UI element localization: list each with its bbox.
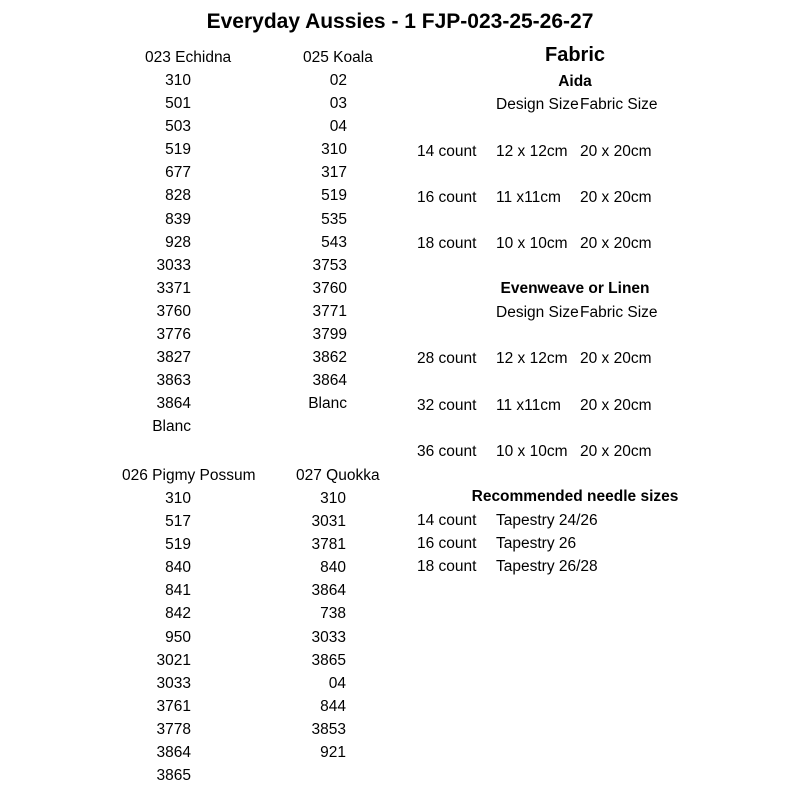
needles-title: Recommended needle sizes xyxy=(471,488,679,505)
evenweave-design-size: 12 x 12cm xyxy=(496,350,568,367)
thread-column-possum xyxy=(122,464,272,787)
thread-code: 3033 xyxy=(156,674,191,692)
thread-code: 03 xyxy=(329,95,347,113)
evenweave-count: 32 count xyxy=(417,397,477,414)
thread-code: 3863 xyxy=(156,372,191,390)
thread-column-quokka xyxy=(296,464,396,764)
thread-code: 3865 xyxy=(156,767,191,785)
evenweave-count: 28 count xyxy=(417,350,477,367)
thread-code: 3771 xyxy=(312,302,347,320)
page-title: Everyday Aussies - 1 FJP-023-25-26-27 xyxy=(206,10,594,33)
aida-design-size: 10 x 10cm xyxy=(496,235,568,252)
aida-count: 14 count xyxy=(417,143,477,160)
thread-code: 3799 xyxy=(312,326,347,344)
thread-code: 3033 xyxy=(156,256,191,274)
thread-code: 3862 xyxy=(312,349,347,367)
evenweave-count: 36 count xyxy=(417,443,477,460)
evenweave-title: Evenweave or Linen xyxy=(500,280,650,297)
thread-code: 3864 xyxy=(156,744,191,762)
thread-list-koala xyxy=(303,69,347,415)
thread-code: 842 xyxy=(165,605,191,623)
thread-code: 950 xyxy=(165,628,191,646)
thread-code: 310 xyxy=(165,72,191,89)
thread-code: 921 xyxy=(320,744,346,762)
thread-code: 517 xyxy=(165,513,191,531)
thread-code: 3760 xyxy=(156,302,191,320)
thread-code: 3760 xyxy=(312,279,347,297)
aida-fabric-size: 20 x 20cm xyxy=(580,143,652,160)
thread-code: 828 xyxy=(165,187,191,205)
column-header-koala: 025 Koala xyxy=(303,49,373,66)
evenweave-fabric-size: 20 x 20cm xyxy=(580,350,652,367)
thread-code: 738 xyxy=(320,605,346,623)
thread-code: Blanc xyxy=(152,418,191,436)
thread-code: 519 xyxy=(165,141,191,159)
thread-code: 840 xyxy=(165,559,191,577)
thread-code: 503 xyxy=(165,118,191,136)
thread-code: 535 xyxy=(321,210,347,228)
aida-design-size: 12 x 12cm xyxy=(496,143,568,160)
evenweave-design-size-header: Design Size xyxy=(496,304,579,321)
aida-design-size: 11 x11cm xyxy=(496,189,561,206)
thread-code: 3761 xyxy=(156,697,191,715)
thread-code: 04 xyxy=(329,118,347,136)
column-header-echidna: 023 Echidna xyxy=(145,49,232,66)
thread-code: 3827 xyxy=(156,349,191,367)
aida-count: 18 count xyxy=(417,235,477,252)
thread-code: 3753 xyxy=(312,256,347,274)
thread-code: 3031 xyxy=(311,513,346,531)
thread-code: 501 xyxy=(165,95,191,113)
thread-code: 3853 xyxy=(311,720,346,738)
thread-code: 3778 xyxy=(156,720,191,738)
thread-code: 3021 xyxy=(156,651,191,669)
evenweave-fabric-size: 20 x 20cm xyxy=(580,443,652,460)
thread-code: 3781 xyxy=(311,536,346,554)
thread-list-possum xyxy=(122,487,191,787)
thread-code: 839 xyxy=(165,210,191,228)
evenweave-design-size: 11 x11cm xyxy=(496,397,561,414)
thread-code: 3371 xyxy=(156,279,191,297)
thread-code: 543 xyxy=(321,233,347,251)
aida-count: 16 count xyxy=(417,189,477,206)
thread-code: 310 xyxy=(165,490,191,507)
thread-code: 310 xyxy=(321,141,347,159)
thread-code: 519 xyxy=(321,187,347,205)
column-header-quokka: 027 Quokka xyxy=(296,467,380,484)
thread-code: 3864 xyxy=(312,372,347,390)
needle-size: Tapestry 24/26 xyxy=(496,512,598,529)
thread-code: 840 xyxy=(320,559,346,577)
thread-column-echidna xyxy=(145,46,255,439)
fabric-title: Fabric xyxy=(544,44,606,66)
evenweave-design-size: 10 x 10cm xyxy=(496,443,568,460)
column-header-possum: 026 Pigmy Possum xyxy=(122,467,256,484)
thread-code: 04 xyxy=(328,674,346,692)
aida-design-size-header: Design Size xyxy=(496,96,579,113)
evenweave-fabric-size-header: Fabric Size xyxy=(580,304,658,321)
aida-fabric-size-header: Fabric Size xyxy=(580,96,658,113)
needle-count: 18 count xyxy=(417,558,477,575)
thread-code: Blanc xyxy=(308,395,347,413)
thread-column-koala xyxy=(303,46,393,415)
thread-code: 841 xyxy=(165,582,191,600)
thread-code: 310 xyxy=(320,490,346,507)
needle-count: 14 count xyxy=(417,512,477,529)
thread-code: 3865 xyxy=(311,651,346,669)
thread-list-quokka xyxy=(296,487,346,764)
thread-code: 3033 xyxy=(311,628,346,646)
thread-code: 3864 xyxy=(311,582,346,600)
thread-code: 02 xyxy=(329,72,347,89)
thread-code: 928 xyxy=(165,233,191,251)
needle-size: Tapestry 26/28 xyxy=(496,558,598,575)
thread-code: 677 xyxy=(165,164,191,182)
thread-code: 317 xyxy=(321,164,347,182)
thread-code: 519 xyxy=(165,536,191,554)
thread-code: 844 xyxy=(320,697,346,715)
aida-fabric-size: 20 x 20cm xyxy=(580,235,652,252)
thread-code: 3776 xyxy=(156,326,191,344)
thread-list-echidna xyxy=(145,69,191,439)
needle-size: Tapestry 26 xyxy=(496,535,577,552)
aida-fabric-size: 20 x 20cm xyxy=(580,189,652,206)
aida-title: Aida xyxy=(558,73,592,90)
evenweave-fabric-size: 20 x 20cm xyxy=(580,397,652,414)
thread-code: 3864 xyxy=(156,395,191,413)
needle-count: 16 count xyxy=(417,535,477,552)
